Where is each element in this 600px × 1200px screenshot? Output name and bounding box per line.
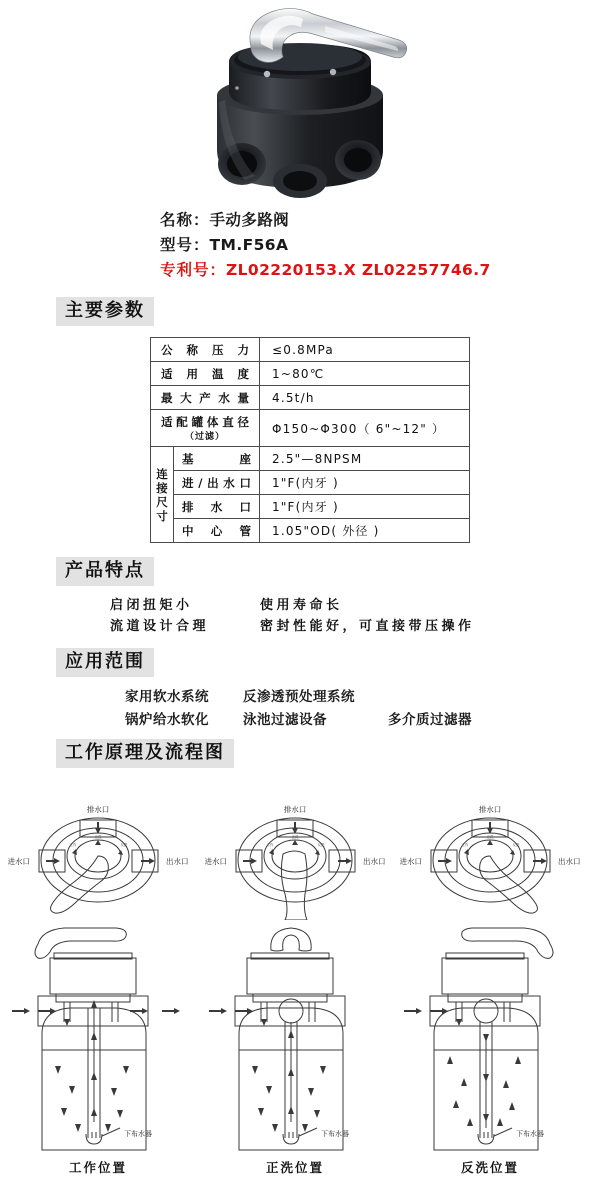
application-item: 多介质过滤器 bbox=[388, 712, 472, 728]
port-label-drain: 排水口 bbox=[283, 805, 307, 814]
section-header-params: 主要参数 bbox=[56, 297, 154, 326]
application-row bbox=[125, 709, 472, 732]
table-row bbox=[151, 495, 470, 519]
product-model-row bbox=[160, 233, 590, 258]
table-row bbox=[151, 338, 470, 362]
features-list bbox=[110, 595, 475, 637]
valve-topview-2 bbox=[400, 790, 580, 920]
port-label-inlet: 进水口 bbox=[8, 857, 30, 866]
section-header-features: 产品特点 bbox=[56, 557, 154, 586]
valve-topview-1 bbox=[205, 790, 385, 920]
patent-value: ZL02220153.X ZL02257746.7 bbox=[226, 261, 491, 279]
feature-left: 流道设计合理 bbox=[110, 619, 210, 634]
feature-left: 启闭扭矩小 bbox=[110, 598, 193, 613]
product-model-value: TM.F56A bbox=[209, 236, 289, 254]
spec-value-cell: 1"F(内牙 ) bbox=[260, 495, 470, 519]
port-label-inlet: 进水口 bbox=[205, 857, 227, 866]
product-name-value: 手动多路阀 bbox=[209, 211, 290, 229]
patent-label: 专利号： bbox=[160, 261, 227, 279]
distributor-label: 下布水器 bbox=[516, 1130, 544, 1138]
spec-value-cell: 1~80℃ bbox=[260, 362, 470, 386]
valve-tank-section-2 bbox=[400, 922, 580, 1157]
spec-label-cell: 适配罐体直径 （过滤） bbox=[151, 410, 260, 447]
spec-group-label: 连 接 尺 寸 bbox=[151, 447, 174, 543]
diagram-group-0 bbox=[8, 790, 188, 1175]
spec-value-cell: ≤0.8MPa bbox=[260, 338, 470, 362]
diagram-caption-1: 正洗位置 bbox=[265, 1160, 324, 1175]
port-label-outlet: 出水口 bbox=[363, 857, 385, 866]
principle-diagrams bbox=[0, 790, 600, 1200]
table-row bbox=[151, 362, 470, 386]
port-label-drain: 排水口 bbox=[86, 805, 110, 814]
svg-text:工作: 工作 bbox=[266, 843, 274, 847]
spec-table bbox=[150, 337, 470, 543]
spec-label-cell: 中心管 bbox=[174, 519, 260, 543]
application-item: 泳池过滤设备 bbox=[243, 712, 327, 728]
table-row bbox=[151, 519, 470, 543]
product-name-label: 名称： bbox=[160, 211, 210, 229]
port-label-outlet: 出水口 bbox=[558, 857, 580, 866]
feature-row bbox=[110, 595, 475, 616]
section-header-principle: 工作原理及流程图 bbox=[56, 739, 234, 768]
svg-text:正洗: 正洗 bbox=[94, 835, 102, 839]
spec-label-cell: 最大产水量 bbox=[151, 386, 260, 410]
svg-text:工作: 工作 bbox=[69, 843, 77, 847]
spec-label-cell: 基座 bbox=[174, 447, 260, 471]
valve-topview-0 bbox=[8, 790, 188, 920]
spec-value-cell: 1.05"OD( 外径 ) bbox=[260, 519, 470, 543]
feature-right: 密封性能好，可直接带压操作 bbox=[260, 619, 475, 634]
port-label-inlet: 进水口 bbox=[400, 857, 422, 866]
section-header-applications: 应用范围 bbox=[56, 648, 154, 677]
product-identity bbox=[160, 208, 590, 283]
table-row bbox=[151, 447, 470, 471]
distributor-label: 下布水器 bbox=[124, 1130, 152, 1138]
spec-value-cell: 1"F(内牙 ) bbox=[260, 471, 470, 495]
svg-text:反洗: 反洗 bbox=[317, 843, 325, 847]
application-item: 家用软水系统 bbox=[125, 689, 209, 705]
spec-label-cell: 排水口 bbox=[174, 495, 260, 519]
spec-value-cell: Φ150~Φ300（ 6"~12" ） bbox=[260, 410, 470, 447]
product-name-row bbox=[160, 208, 590, 233]
diagram-group-2 bbox=[400, 790, 580, 1175]
diagram-caption-0-wrap bbox=[8, 1158, 188, 1176]
port-label-drain: 排水口 bbox=[478, 805, 502, 814]
diagram-caption-2: 反洗位置 bbox=[460, 1160, 519, 1175]
distributor-label: 下布水器 bbox=[321, 1130, 349, 1138]
table-row bbox=[151, 471, 470, 495]
feature-right: 使用寿命长 bbox=[260, 598, 343, 613]
diagram-group-1 bbox=[205, 790, 385, 1175]
application-item: 反渗透预处理系统 bbox=[243, 689, 355, 705]
table-row bbox=[151, 386, 470, 410]
spec-label-cell: 公称压力 bbox=[151, 338, 260, 362]
valve-tank-section-1 bbox=[205, 922, 385, 1157]
applications-list bbox=[125, 686, 472, 732]
spec-value-cell: 4.5t/h bbox=[260, 386, 470, 410]
svg-text:工作: 工作 bbox=[461, 843, 469, 847]
feature-row bbox=[110, 616, 475, 637]
application-row bbox=[125, 686, 472, 709]
product-patent-row bbox=[160, 258, 590, 283]
diagram-caption-0: 工作位置 bbox=[68, 1160, 127, 1175]
spec-value-cell: 2.5"—8NPSM bbox=[260, 447, 470, 471]
svg-text:正洗: 正洗 bbox=[486, 835, 494, 839]
svg-text:正洗: 正洗 bbox=[291, 835, 299, 839]
svg-text:反洗: 反洗 bbox=[512, 843, 520, 847]
valve-tank-section-0 bbox=[8, 922, 188, 1157]
spec-label-cell: 进/出水口 bbox=[174, 471, 260, 495]
port-label-outlet: 出水口 bbox=[166, 857, 188, 866]
diagram-caption-2-wrap bbox=[400, 1158, 580, 1176]
table-row bbox=[151, 410, 470, 447]
svg-text:反洗: 反洗 bbox=[120, 843, 128, 847]
product-model-label: 型号： bbox=[160, 236, 210, 254]
diagram-caption-1-wrap bbox=[205, 1158, 385, 1176]
application-item: 锅炉给水软化 bbox=[125, 712, 209, 728]
spec-label-cell: 适用温度 bbox=[151, 362, 260, 386]
product-photo bbox=[0, 0, 600, 200]
